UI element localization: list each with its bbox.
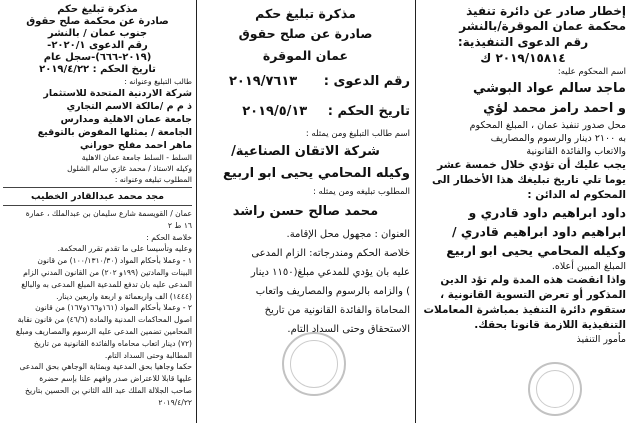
mid-subtitle-line-2: عمان الموقرة bbox=[262, 48, 349, 63]
left-body-line-11: المطالبة وحتى السداد التام. bbox=[104, 350, 192, 360]
left-company-line-5: ماهر احمد مفلح حوراني bbox=[80, 140, 192, 151]
left-body-line-2: وعليه وتأسيسا على ما تقدم تقرر المحكمة. bbox=[57, 244, 192, 254]
left-body-line-13: عليها قابلا للاعتراض صدر وافهم علنا بإسم حضرة bbox=[39, 374, 192, 384]
left-body-line-6: (١٤٤٤) الف واربعمائة و اربعة واربعين دينار. bbox=[56, 291, 192, 301]
right-debtor-line-1: ماجد سالم عواد البوشي bbox=[472, 81, 626, 96]
mid-case-row bbox=[201, 67, 410, 97]
left-divider-bottom bbox=[3, 205, 192, 206]
left-divider-top bbox=[3, 187, 192, 188]
left-info-line-2: وكيله الاستاذ / محمد غازي سالم الشلول bbox=[67, 164, 192, 173]
right-case-label: رقم الدعوى التنفيذية: bbox=[457, 35, 589, 49]
mid-notified-name: محمد صالح حسن راشد bbox=[232, 204, 379, 219]
right-debtor-line-2: و احمد رامز محمد لؤي bbox=[483, 101, 626, 116]
left-case-line: رقم الدعوى ٢٠٢٠/١- bbox=[47, 40, 148, 51]
left-requester-label: طالب التبليغ وعنوانه : bbox=[124, 77, 192, 86]
mid-judgment-label: تاريخ الحكم : bbox=[327, 104, 410, 119]
right-creditor-line-3: وكيله المحامي يحيى ابو اربيع bbox=[446, 243, 626, 258]
right-body1-line-3: والاتعاب والفائدة القانونية bbox=[526, 146, 626, 157]
right-title-line-1: إخطار صادر عن دائرة تنفيذ bbox=[466, 4, 626, 18]
right-court-stamp bbox=[528, 362, 582, 416]
mid-company-line-2: وكيله المحامي يحيى ابو اربيع bbox=[223, 166, 410, 181]
left-title-line-1: مذكرة تبليغ حكم bbox=[57, 4, 138, 15]
right-body2-line-3: المحكوم له الدائن : bbox=[527, 189, 626, 201]
mid-requester-label: اسم طالب التبليغ ومن يمثله : bbox=[305, 129, 410, 139]
mid-body-line-3: ) والزامه بالرسوم والمصاريف واتعاب bbox=[255, 286, 410, 297]
mid-title: مذكرة تبليغ حكم bbox=[255, 6, 356, 21]
left-company-line-2: ذ م م /مالكة الاسم التجاري bbox=[66, 101, 192, 112]
right-debtor-label: اسم المحكوم عليه: bbox=[557, 67, 626, 77]
left-company-line-4: الجامعة / يمثلها المفوض بالتوقيع bbox=[37, 127, 192, 138]
mid-notified-label: المطلوب تبليغه ومن يمثله : bbox=[312, 187, 410, 197]
right-case-number: ٢٠١٩/١٥٨١٤ ك bbox=[480, 51, 566, 65]
left-company-line-1: شركة الاردنية المتحدة للاستثمار bbox=[43, 88, 192, 99]
left-address-line-2: ١٦ ط ٢ bbox=[167, 220, 192, 230]
mid-case-label: رقم الدعوى : bbox=[323, 74, 410, 89]
left-info-line-3: المطلوب تبليغه وعنوانه : bbox=[114, 175, 192, 184]
left-body-line-4: البينات والمادتين (١٩٩و ٢٠٢) من القانون المدني الزام bbox=[23, 267, 192, 277]
mid-body-line-5: الاستحقاق وحتى السداد التام. bbox=[287, 324, 410, 335]
mid-subtitle-line-1: صادرة عن صلح حقوق bbox=[238, 26, 373, 41]
left-body-line-15: ٢٠١٩/٤/٢٢ bbox=[158, 397, 192, 407]
left-title-line-2: صادرة عن محكمة صلح حقوق bbox=[26, 16, 169, 27]
left-body-line-3: ١ - وعملا بأحكام المواد (١٠٠/١٣١٠/٣٠) من قانون bbox=[37, 256, 192, 266]
right-body3-line-1: المبلغ المبين أعلاه. bbox=[551, 261, 626, 272]
left-body-line-1: خلاصة الحكم : bbox=[146, 232, 192, 242]
mid-body-line-4: المحاماة والفائدة القانونية من تاريخ bbox=[264, 305, 410, 316]
left-column-notice bbox=[0, 0, 196, 423]
right-body1-line-2: به ٢١٠٠ دينار والرسوم والمصاريف bbox=[490, 133, 626, 144]
mid-company-line-1: شركة الاتقان الصناعية/ bbox=[231, 144, 380, 159]
left-body-line-5: المدعى عليه بان تدفع للمدعية المبلغ المدعى به والبالغ bbox=[21, 279, 192, 289]
right-body3-line-2: واذا انقضت هذه المدة ولم تؤد الدين bbox=[440, 274, 626, 286]
left-body-line-12: حكما وجاهيا بحق المدعية وبمثابة الوجاهي بحق المدعى bbox=[19, 362, 192, 372]
mid-case-number: ٢٠١٩/٧٦١٣ bbox=[229, 74, 298, 89]
left-info-line-1: السلط - السلط جامعة عمان الاهلية bbox=[81, 153, 192, 162]
mid-judgment-date: ٢٠١٩/٥/١٣ bbox=[242, 104, 308, 119]
right-body2-line-2: يوما تلي تاريخ تبليغك هذا الأخطار الى bbox=[431, 174, 626, 186]
left-address-line-1: عمان / القويسمة شارع سليمان بن عبدالملك ، عمارة bbox=[25, 209, 192, 218]
right-creditor-line-2: ابراهيم داود ابراهيم قادري / bbox=[451, 224, 626, 239]
right-body1-line-1: محل صدور تنفيذ عمان ، المبلغ المحكوم bbox=[469, 120, 626, 131]
right-title-line-2: محكمة عمان الموقرة/بالنشر bbox=[459, 19, 626, 33]
left-date-line: تاريخ الحكم : ٢٠١٩/٤/٢٢ bbox=[39, 64, 156, 75]
right-column-notice bbox=[415, 0, 631, 423]
right-creditor-line-1: داود ابراهيم داود قادري و bbox=[468, 205, 626, 220]
left-case-line-2: (٢٠١٩-٦٦٦)-سجل عام bbox=[43, 52, 152, 63]
right-body3-line-3: المذكور أو تعرض التسوية القانونية ، bbox=[440, 289, 626, 301]
left-title-line-3: جنوب عمان / بالنشر bbox=[47, 28, 148, 39]
right-body2-line-1: يجب عليك أن تؤدي خلال خمسة عشر bbox=[437, 159, 626, 171]
mid-court-stamp bbox=[282, 332, 346, 396]
left-company-line-3: جامعة عمان الاهلية ومدارس bbox=[60, 114, 192, 125]
left-body-line-10: (٧٢) دينار اتعاب محاماه والفائدة القانونية من تاريخ bbox=[33, 338, 192, 348]
left-body-line-7: ٢ - وعملا بأحكام المواد (١٦١و١٦٦و١٦٧) من قانون bbox=[35, 303, 192, 313]
right-body3-line-4: ستقوم دائرة التنفيذ بمباشرة المعاملات bbox=[423, 304, 626, 316]
right-body3-line-5: التنفيذية اللازمة قانونا بحقك. bbox=[474, 319, 626, 331]
right-footer-signature: مأمور التنفيذ bbox=[576, 334, 626, 345]
mid-body-line-1: خلاصة الحكم ومندرجاته: الزام المدعى bbox=[251, 248, 410, 259]
left-body-line-14: صاحب الجلالة الملك عبد الله الثاني بن الحسين بتاريخ bbox=[25, 385, 192, 395]
mid-body-line-2: عليه بان يؤدي للمدعي مبلغ(١١٥٠ دينار bbox=[250, 267, 410, 278]
left-body-line-8: اصول المحاكمات المدنية والمادة (٤٦/٦) من قانون نقابة bbox=[17, 315, 192, 325]
left-notified-name: مجد محمد عبدالقادر الخطيب bbox=[30, 191, 164, 202]
mid-judgment-row bbox=[201, 97, 410, 127]
mid-address-line: العنوان : مجهول محل الإقامة. bbox=[286, 229, 410, 240]
left-body-line-9: المحامين تضمين المدعى عليه الرسوم والمصاريف ومبلغ bbox=[15, 326, 192, 336]
